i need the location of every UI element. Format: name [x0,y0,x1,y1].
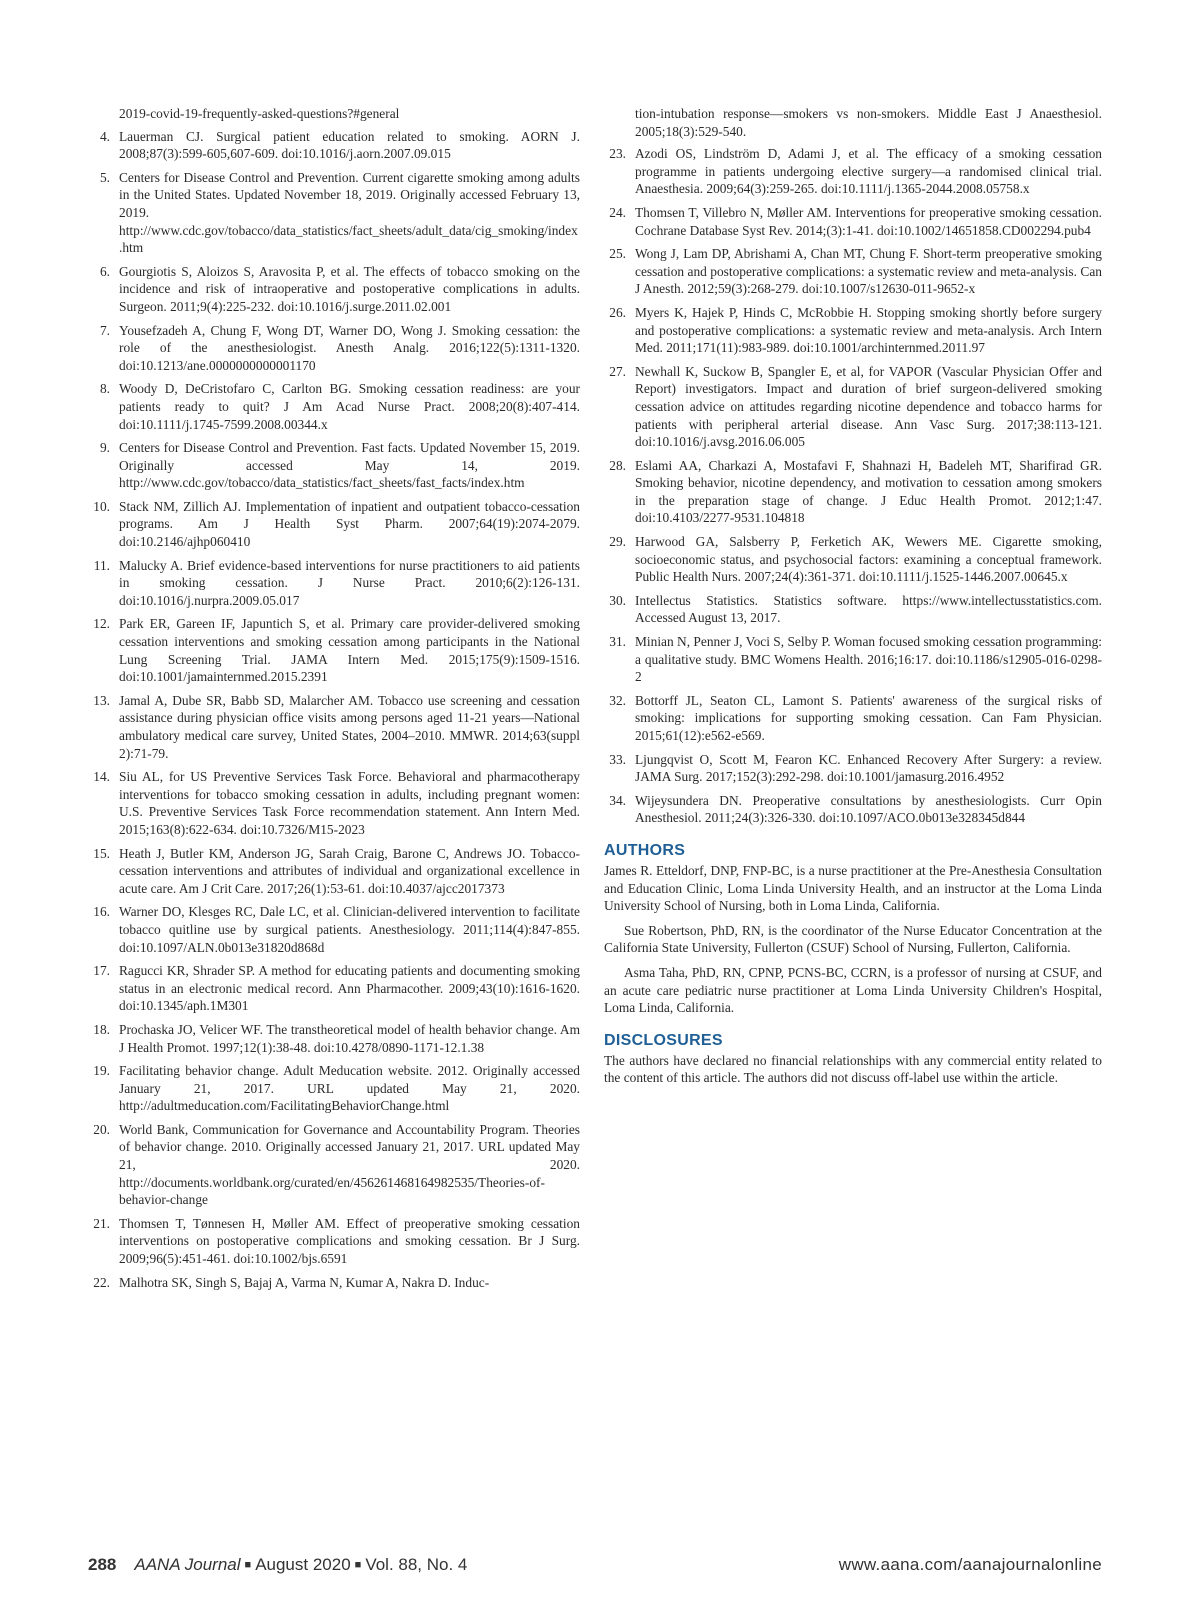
right-column [604,105,1102,1094]
reference-text: Siu AL, for US Preventive Services Task Force. Behavioral and pharmacotherapy interventions for tobacco smoking cessation in adults, including pregnant women: U.S. Preventive Services Task Force recommendation statement. Ann Intern Med. 2015;163(8):622-634. doi:10.7326/M15-2023 [119,769,580,837]
reference-text: Stack NM, Zillich AJ. Implementation of inpatient and outpatient tobacco-cessation programs. Am J Health Syst Pharm. 2007;64(19):2074-2079. doi:10.2146/ajhp060410 [119,498,580,550]
reference-list-left [88,128,580,1292]
reference-item [88,692,580,762]
reference-number: 32. [609,692,626,708]
footer-citation [88,1555,467,1575]
reference-item [88,1215,580,1268]
reference-number: 7. [99,322,110,338]
reference-number: 28. [609,457,626,473]
author-bio: Sue Robertson, PhD, RN, is the coordinator of the Nurse Educator Concentration at the California State University, Fullerton (CSUF) School of Nursing, Fullerton, California. [604,922,1102,956]
reference-item [88,1274,580,1292]
disclosures-section [604,1031,1102,1087]
reference-item [604,457,1102,527]
reference-item [88,380,580,433]
reference-text: Gourgiotis S, Aloizos S, Aravosita P, et al. The effects of tobacco smoking on the incidence and risk of intraoperative and postoperative complications in adults. Surgeon. 2011;9(4):225-232. doi:10.1016/j.surge.2011.02.001 [119,263,580,314]
reference-text: Ljungqvist O, Scott M, Fearon KC. Enhanced Recovery After Surgery: a review. JAMA Surg. 2017;152(3):292-298. doi:10.1001/jamasurg.2016.4952 [635,751,1102,785]
reference-text: Eslami AA, Charkazi A, Mostafavi F, Shahnazi H, Badeleh MT, Sharifirad GR. Smoking behavior, nicotine dependency, and motivation to cessation among smokers in the preparation stage of change. J Educ Health Promot. 2012;1:47. doi:10.4103/2277-9531.104818 [635,457,1102,526]
reference-text: Wong J, Lam DP, Abrishami A, Chan MT, Chung F. Short-term preoperative smoking cessation and postoperative complications: a systematic review and meta-analysis. Can J Anesth. 2012;59(3):268-279. doi:10.1007/s12630-011-9652-x [635,246,1102,297]
reference-text: Prochaska JO, Velicer WF. The transtheoretical model of health behavior change. Am J Health Promot. 1997;12(1):38-48. doi:10.4278/0890-1171-12.1.38 [119,1021,580,1055]
reference-item [604,204,1102,239]
reference-item [88,845,580,898]
reference-number: 24. [609,204,626,220]
reference-item [604,145,1102,198]
reference-item [88,263,580,316]
reference-number: 27. [609,363,626,379]
disclosures-text: The authors have declared no financial relationships with any commercial entity related to the content of this article. The authors did not discuss off-label use within the article. [604,1052,1102,1086]
volume-issue: Vol. 88, No. 4 [365,1555,468,1574]
reference-item [604,792,1102,827]
reference-number: 18. [93,1021,110,1037]
reference-item [604,751,1102,786]
reference-item [88,1062,580,1115]
reference-text: Harwood GA, Salsberry P, Ferketich AK, Wewers ME. Cigarette smoking, socioeconomic status, and psychosocial factors: examining a conceptual framework. Public Health Nurs. 2007;24(4):361-371. doi:10.1111/j.1525-1446.2007.00645.x [635,534,1102,585]
reference-text: Warner DO, Klesges RC, Dale LC, et al. Clinician-delivered intervention to facilitate tobacco quitline use by surgical patients. Anesthesiology. 2011;114(4):847-855. doi:10.1097/ALN.0b013e31820d868d [119,904,580,955]
reference-item [88,439,580,492]
reference-number: 20. [93,1121,110,1137]
reference-text: Jamal A, Dube SR, Babb SD, Malarcher AM. Tobacco use screening and cessation assistance during physician office visits among persons aged 11-21 years—National ambulatory medical care survey, United States, 2004–2010. MMWR. 2014;63(suppl 2):71-79. [119,692,580,761]
reference-number: 4. [99,128,110,144]
reference-item [88,322,580,375]
reference-number: 26. [609,304,626,320]
reference-item [88,169,580,257]
reference-text: Newhall K, Suckow B, Spangler E, et al, for VAPOR (Vascular Physician Offer and Report) investigators. Impact and duration of brief surgeon-delivered smoking cessation advice on attitudes regarding nicotine dependence and tobacco harms for patients with peripheral arterial disease. Ann Vasc Surg. 2017;38:113-121. doi:10.1016/j.avsg.2016.06.005 [635,363,1102,450]
reference-number: 6. [99,263,110,279]
reference-text: Thomsen T, Tønnesen H, Møller AM. Effect of preoperative smoking cessation interventions on postoperative complications and smoking cessation. Br J Surg. 2009;96(5):451-461. doi:10.1002/bjs.6591 [119,1215,580,1267]
reference-number: 12. [93,616,110,632]
reference-number: 9. [99,440,110,456]
reference-number: 33. [609,751,626,767]
reference-item [88,1021,580,1056]
reference-text: Woody D, DeCristofaro C, Carlton BG. Smoking cessation readiness: are your patients ready to quit? J Am Acad Nurse Pract. 2008;20(8):407-414. doi:10.1111/j.1745-7599.2008.00344.x [119,381,580,432]
page-number: 288 [88,1555,117,1574]
reference-text: Facilitating behavior change. Adult Meducation website. 2012. Originally accessed January 21, 2017. URL updated May 21, 2020. http://adultmeducation.com/FacilitatingBehaviorChange.html [119,1063,580,1114]
reference-number: 17. [93,963,110,979]
reference-number: 14. [93,769,110,785]
reference-number: 25. [609,246,626,262]
reference-text: Malhotra SK, Singh S, Bajaj A, Varma N, Kumar A, Nakra D. Induc- [119,1274,490,1290]
reference-number: 13. [93,692,110,708]
reference-item [604,304,1102,357]
page-footer [88,1555,1102,1579]
reference-text: Heath J, Butler KM, Anderson JG, Sarah Craig, Barone C, Andrews JO. Tobacco-cessation interventions and attributes of individual and organizational excellence in acute care. Am J Crit Care. 2017;26(1):53-61. doi:10.4037/ajcc2017373 [119,845,580,896]
reference-text: Minian N, Penner J, Voci S, Selby P. Woman focused smoking cessation programming: a qualitative study. BMC Womens Health. 2016;16:17. doi:10.1186/s12905-016-0298-2 [635,634,1102,685]
issue-date: August 2020 [255,1555,351,1574]
reference-item [88,615,580,685]
reference-text: Malucky A. Brief evidence-based interventions for nurse practitioners to aid patients in smoking cessation. J Nurse Pract. 2010;6(2):126-131. doi:10.1016/j.nurpra.2009.05.017 [119,557,580,608]
journal-url-link[interactable]: www.aana.com/aanajournalonline [838,1555,1102,1574]
reference-item [604,245,1102,298]
reference-text: World Bank, Communication for Governance and Accountability Program. Theories of behavior change. 2010. Originally accessed January 21, 2017. URL updated May 21, 2020. http://documents.worldbank.org/curated/en/456261468164982535/Theories-of-behavior-change [119,1121,580,1208]
reference-number: 5. [99,169,110,185]
authors-section [604,841,1102,1017]
reference-text: Bottorff JL, Seaton CL, Lamont S. Patients' awareness of the surgical risks of smoking: implications for supporting smoking cessation. Can Fam Physician. 2015;61(12):e562-e569. [635,692,1102,743]
reference-item [88,557,580,610]
reference-text: Wijeysundera DN. Preoperative consultations by anesthesiologists. Curr Opin Anesthesiol. 2011;24(3):326-330. doi:10.1097/ACO.0b013e328345d844 [635,792,1102,826]
separator-square-icon: ■ [244,1559,252,1571]
reference-item [604,592,1102,627]
authors-heading: AUTHORS [604,841,686,859]
reference-number: 34. [609,792,626,808]
reference-number: 30. [609,592,626,608]
reference-text: Myers K, Hajek P, Hinds C, McRobbie H. Stopping smoking shortly before surgery and postoperative complications: a systematic review and meta-analysis. Arch Intern Med. 2011;171(11):983-989. doi:10.1001/archinternmed.2011.97 [635,304,1102,356]
reference-item [604,633,1102,686]
reference-number: 8. [99,381,110,397]
reference-number: 29. [609,534,626,550]
reference-item [88,768,580,838]
reference-number: 22. [93,1274,110,1290]
journal-name: AANA Journal [134,1555,241,1574]
reference-text: Thomsen T, Villebro N, Møller AM. Interventions for preoperative smoking cessation. Cochrane Database Syst Rev. 2014;(3):1-41. doi:10.1002/14651858.CD002294.pub4 [635,204,1102,238]
reference-text: Ragucci KR, Shrader SP. A method for educating patients and documenting smoking status in an electronic medical record. Ann Pharmacother. 2009;43(10):1616-1620. doi:10.1345/aph.1M301 [119,963,580,1014]
reference-item [88,903,580,956]
reference-number: 23. [609,146,626,162]
reference-item [604,692,1102,745]
reference-text: Centers for Disease Control and Prevention. Fast facts. Updated November 15, 2019. Originally accessed May 14, 2019. http://www.cdc.gov/tobacco/data_statistics/fact_sheets/fast_facts/index.htm [119,440,580,491]
reference-text: Intellectus Statistics. Statistics software. https://www.intellectusstatistics.com. Accessed August 13, 2017. [635,592,1102,626]
reference-item [88,128,580,163]
reference-number: 31. [609,634,626,650]
disclosures-heading: DISCLOSURES [604,1031,723,1049]
author-bio: Asma Taha, PhD, RN, CPNP, PCNS-BC, CCRN, is a professor of nursing at CSUF, and an acute care pediatric nurse practitioner at Loma Linda University Children's Hospital, Loma Linda, California. [604,964,1102,1016]
reference-item [88,1121,580,1209]
reference-item [604,533,1102,586]
reference-text: Centers for Disease Control and Prevention. Current cigarette smoking among adults in the United States. Updated November 18, 2019. Originally accessed February 13, 2019. http://www.cdc.gov/tobacco/data_statistics/fact_sheets/adult_data/cig_smoking/index.htm [119,169,580,256]
reference-list-right [604,145,1102,827]
reference-number: 16. [93,904,110,920]
reference-number: 10. [93,498,110,514]
reference-number: 21. [93,1215,110,1231]
reference-continuation: tion-intubation response—smokers vs non-smokers. Middle East J Anaesthesiol. 2005;18(3):529-540. [635,106,1102,139]
separator-square-icon: ■ [354,1559,362,1571]
reference-text: Azodi OS, Lindström D, Adami J, et al. The efficacy of a smoking cessation programme in patients undergoing elective surgery—a randomised clinical trial. Anaesthesia. 2009;64(3):259-265. doi:10.1111/j.1365-2044.2008.05758.x [635,146,1102,197]
reference-number: 19. [93,1063,110,1079]
author-bio: James R. Etteldorf, DNP, FNP-BC, is a nurse practitioner at the Pre-Anesthesia Consultation and Education Clinic, Loma Linda University Health, and an instructor at the Loma Linda University School of Nursing, both in Loma Linda, California. [604,862,1102,914]
reference-number: 15. [93,845,110,861]
reference-number: 11. [93,557,110,573]
reference-continuation: 2019-covid-19-frequently-asked-questions?#general [119,106,400,121]
reference-text: Yousefzadeh A, Chung F, Wong DT, Warner DO, Wong J. Smoking cessation: the role of the anesthesiologist. Anesth Analg. 2016;122(5):1311-1320. doi:10.1213/ane.0000000000001170 [119,322,580,373]
left-column [88,105,580,1297]
reference-text: Park ER, Gareen IF, Japuntich S, et al. Primary care provider-delivered smoking cessation interventions and smoking cessation among participants in the National Lung Screening Trial. JAMA Intern Med. 2015;175(9):1509-1516. doi:10.1001/jamainternmed.2015.2391 [119,616,580,685]
reference-text: Lauerman CJ. Surgical patient education related to smoking. AORN J. 2008;87(3):599-605,607-609. doi:10.1016/j.aorn.2007.09.015 [119,128,580,162]
reference-item [604,363,1102,451]
reference-item [88,962,580,1015]
reference-item [88,498,580,551]
